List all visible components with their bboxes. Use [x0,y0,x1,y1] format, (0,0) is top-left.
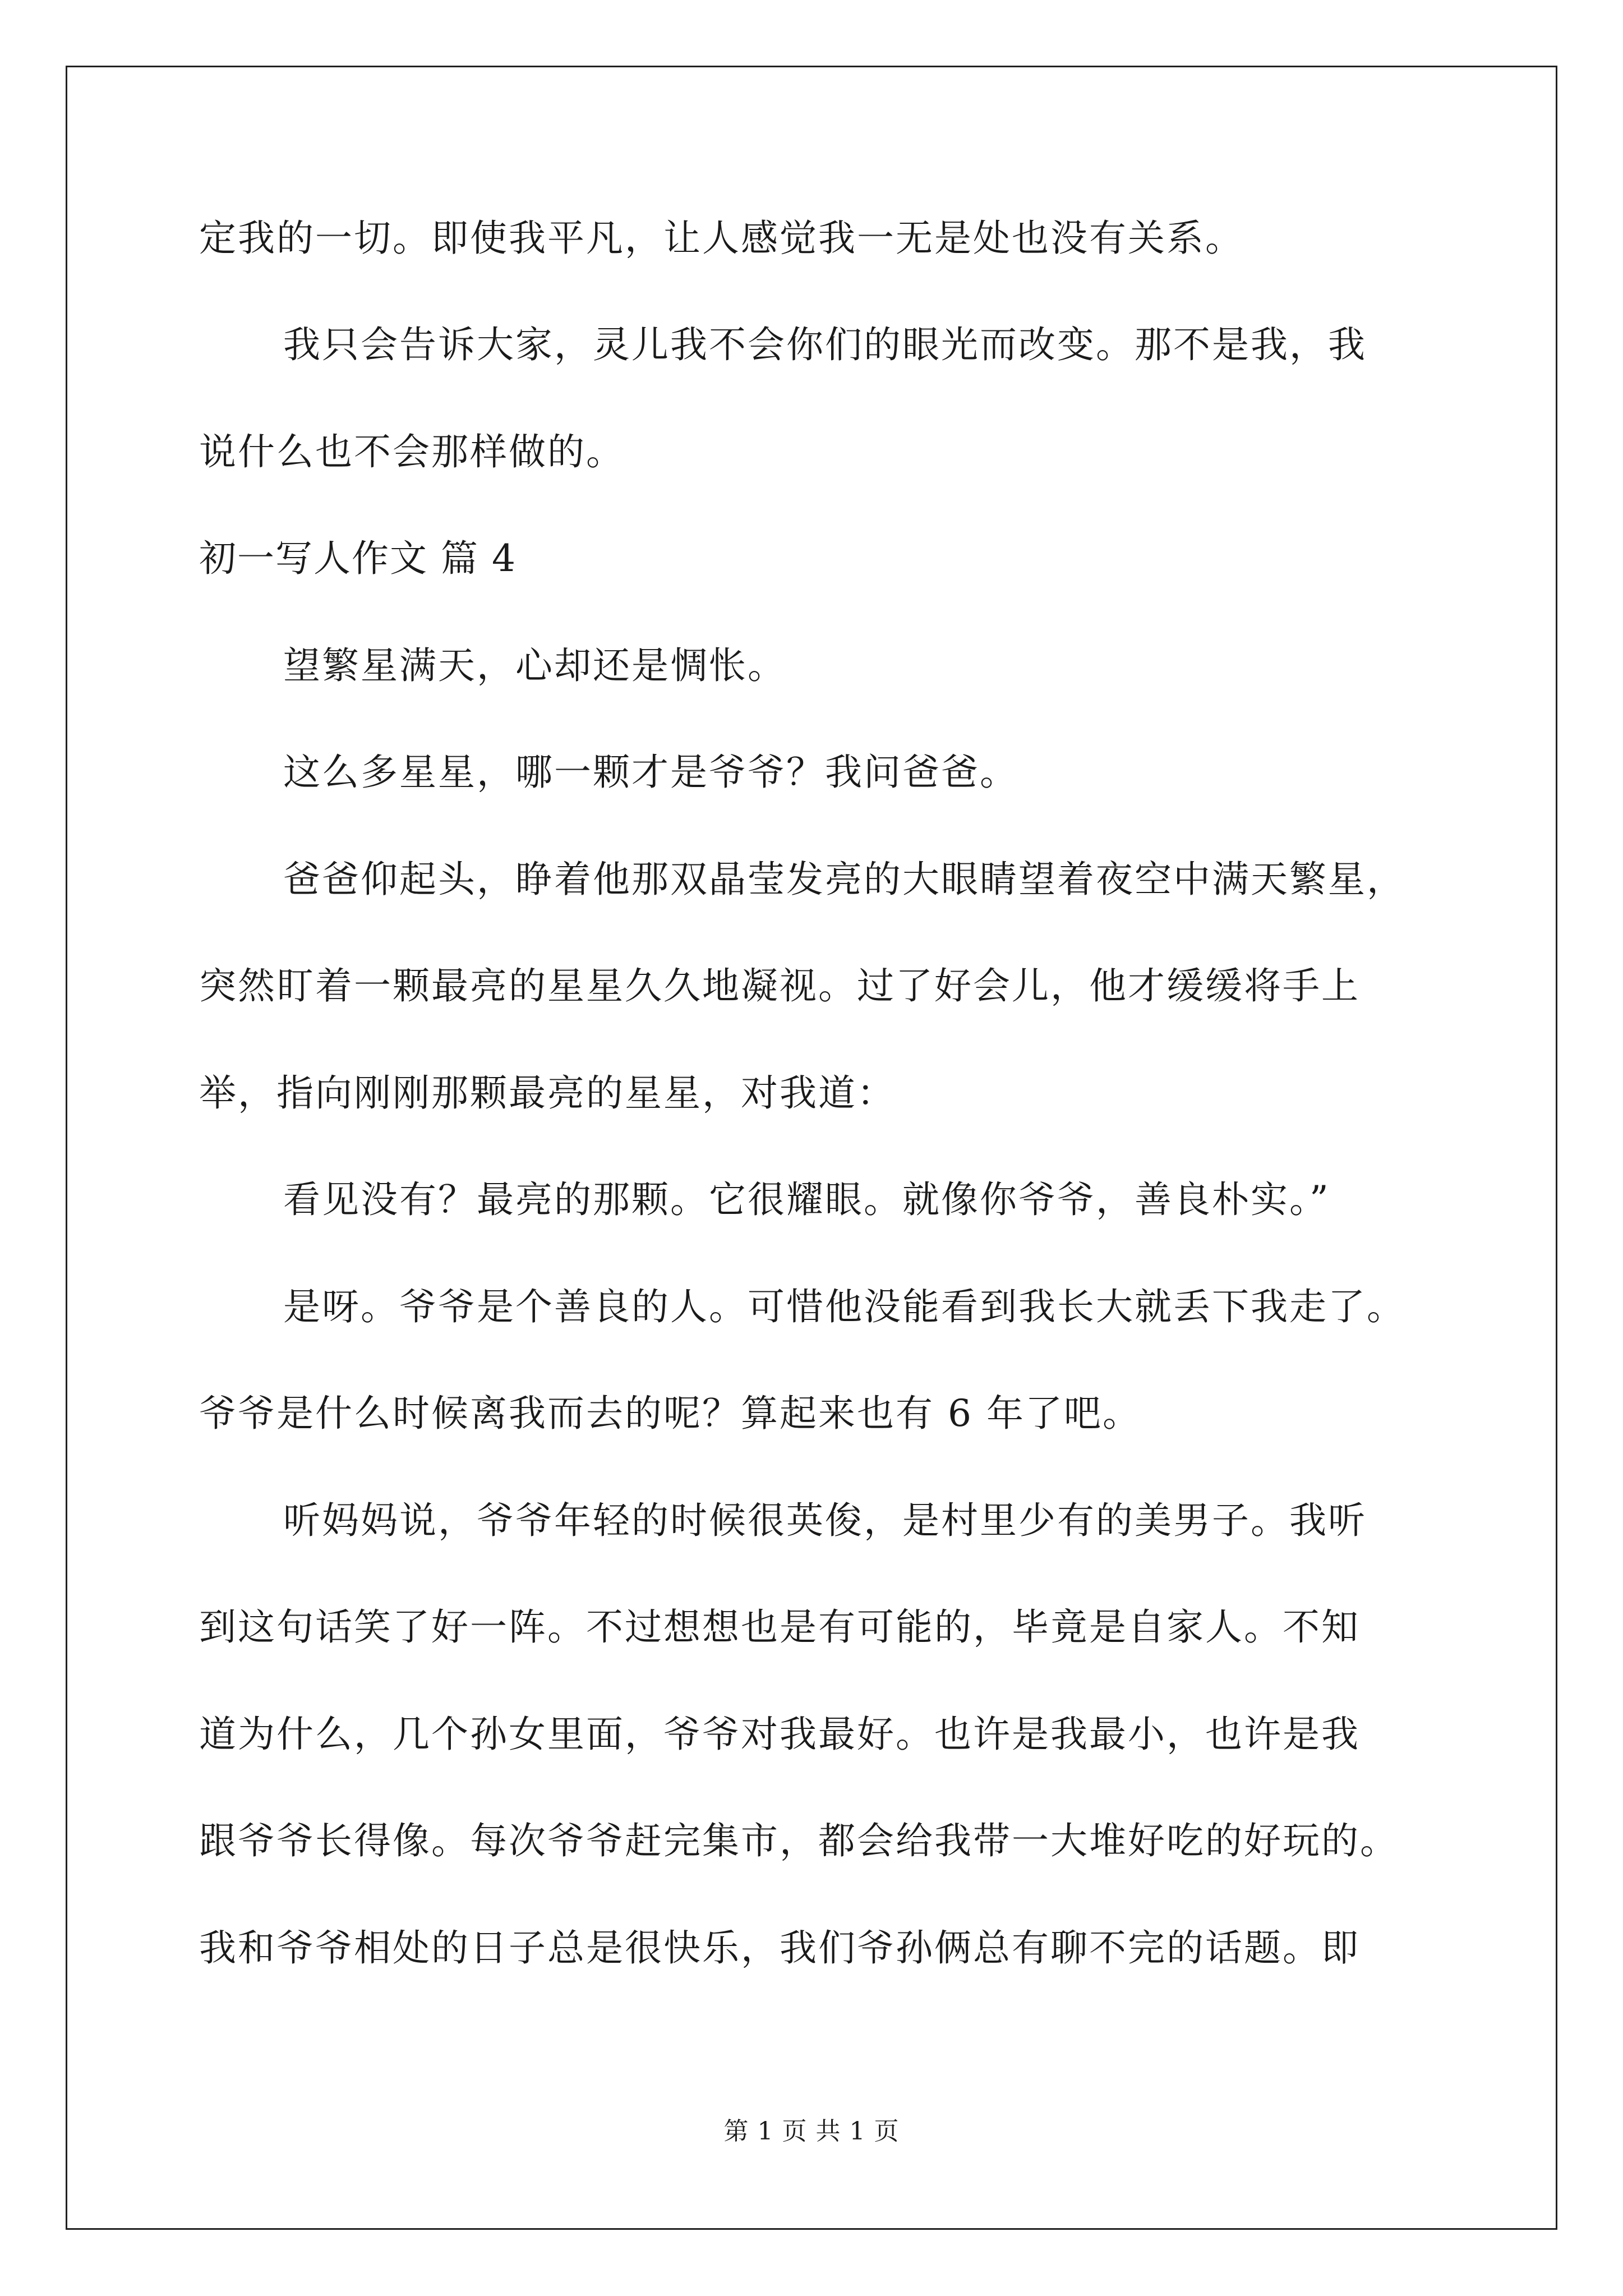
text-line: 望繁星满天，心却还是惆怅。 [283,644,786,687]
page-footer: 第 1 页 共 1 页 [723,2117,900,2146]
text-line: 我和爷爷相处的日子总是很快乐，我们爷孙俩总有聊不完的话题。即 [199,1926,1360,1970]
text-line: 看见没有？最亮的那颗。它很耀眼。就像你爷爷，善良朴实。” [283,1178,1330,1221]
text-line: 听妈妈说，爷爷年轻的时候很英俊，是村里少有的美男子。我听 [283,1499,1367,1542]
section-heading: 初一写人作文 篇 4 [199,537,517,580]
text-line: 举，指向刚刚那颗最亮的星星，对我道： [199,1071,896,1115]
page-border [66,66,1557,2230]
text-line: 爷爷是什么时候离我而去的呢？算起来也有 6 年了吧。 [199,1392,1141,1435]
text-line: 这么多星星，哪一颗才是爷爷？我问爸爸。 [283,751,1018,794]
text-line: 定我的一切。即使我平凡，让人感觉我一无是处也没有关系。 [199,217,1244,260]
text-line: 跟爷爷长得像。每次爷爷赶完集市，都会给我带一大堆好吃的好玩的。 [199,1819,1399,1862]
text-line: 到这句话笑了好一阵。不过想想也是有可能的，毕竟是自家人。不知 [199,1605,1360,1649]
text-line: 是呀。爷爷是个善良的人。可惜他没能看到我长大就丢下我走了。 [283,1285,1405,1328]
text-line: 爸爸仰起头，睁着他那双晶莹发亮的大眼睛望着夜空中满天繁星， [283,858,1405,901]
text-line: 道为什么，几个孙女里面，爷爷对我最好。也许是我最小，也许是我 [199,1713,1360,1756]
text-line: 突然盯着一颗最亮的星星久久地凝视。过了好会儿，他才缓缓将手上 [199,964,1360,1007]
text-line: 我只会告诉大家，灵儿我不会你们的眼光而改变。那不是我，我 [283,323,1367,366]
text-line: 说什么也不会那样做的。 [199,430,625,473]
